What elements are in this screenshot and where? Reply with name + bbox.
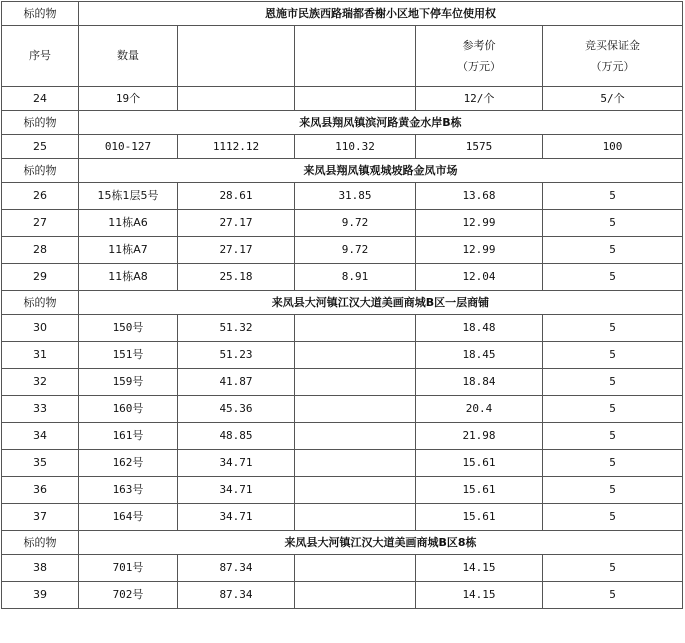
row-item: 701号 (79, 555, 178, 582)
section-row (2, 291, 683, 315)
row-ref-price: 12/个 (416, 87, 543, 111)
table-row (2, 396, 683, 423)
table-row (2, 477, 683, 504)
table-row (2, 450, 683, 477)
section-title: 来凤县大河镇江汉大道美画商城B区一层商铺 (79, 291, 683, 315)
row-seq: 39 (2, 582, 79, 609)
row-deposit: 5 (543, 342, 683, 369)
section-row (2, 2, 683, 26)
row-value-2: 110.32 (295, 135, 416, 159)
row-ref-price: 15.61 (416, 504, 543, 531)
header-ref-price-unit: （万元） (457, 59, 501, 73)
row-item: 151号 (79, 342, 178, 369)
row-item: 161号 (79, 423, 178, 450)
table-row (2, 264, 683, 291)
table-row (2, 342, 683, 369)
table-row (2, 210, 683, 237)
header-ref-price (416, 26, 543, 87)
row-value-2 (295, 450, 416, 477)
row-value-1: 28.61 (178, 183, 295, 210)
row-value-2: 31.85 (295, 183, 416, 210)
header-deposit-unit: （万元） (590, 59, 635, 73)
table-row (2, 315, 683, 342)
row-deposit: 5 (543, 210, 683, 237)
table-row (2, 504, 683, 531)
row-seq: 29 (2, 264, 79, 291)
row-deposit: 5/个 (543, 87, 683, 111)
table-row (2, 87, 683, 111)
table-row (2, 423, 683, 450)
row-item: 11栋A8 (79, 264, 178, 291)
row-deposit: 5 (543, 504, 683, 531)
row-deposit: 5 (543, 450, 683, 477)
row-item: 15栋1层5号 (79, 183, 178, 210)
row-value-1: 51.32 (178, 315, 295, 342)
row-value-1: 48.85 (178, 423, 295, 450)
row-ref-price: 18.45 (416, 342, 543, 369)
row-value-2 (295, 369, 416, 396)
row-item: 11栋A6 (79, 210, 178, 237)
row-value-1: 25.18 (178, 264, 295, 291)
row-ref-price: 1575 (416, 135, 543, 159)
row-ref-price: 15.61 (416, 477, 543, 504)
row-item: 163号 (79, 477, 178, 504)
row-deposit: 5 (543, 477, 683, 504)
row-seq: 32 (2, 369, 79, 396)
section-label: 标的物 (2, 291, 79, 315)
row-seq: 24 (2, 87, 79, 111)
row-item: 11栋A7 (79, 237, 178, 264)
section-row (2, 111, 683, 135)
row-value-2 (295, 582, 416, 609)
row-seq: 30 (2, 315, 79, 342)
table-row (2, 369, 683, 396)
row-seq: 36 (2, 477, 79, 504)
row-item: 160号 (79, 396, 178, 423)
table-row (2, 183, 683, 210)
row-value-2 (295, 504, 416, 531)
row-value-1: 1112.12 (178, 135, 295, 159)
header-seq: 序号 (2, 26, 79, 87)
row-value-1: 27.17 (178, 237, 295, 264)
row-value-1: 34.71 (178, 450, 295, 477)
row-seq: 28 (2, 237, 79, 264)
section-label: 标的物 (2, 531, 79, 555)
row-ref-price: 12.99 (416, 210, 543, 237)
row-ref-price: 21.98 (416, 423, 543, 450)
section-title: 来凤县大河镇江汉大道美画商城B区8栋 (79, 531, 683, 555)
header-deposit (543, 26, 683, 87)
row-value-1: 87.34 (178, 582, 295, 609)
row-value-2 (295, 477, 416, 504)
row-ref-price: 12.04 (416, 264, 543, 291)
row-seq: 25 (2, 135, 79, 159)
row-value-2: 9.72 (295, 210, 416, 237)
row-seq: 38 (2, 555, 79, 582)
row-item: 010-127 (79, 135, 178, 159)
row-value-1 (178, 87, 295, 111)
row-seq: 37 (2, 504, 79, 531)
row-value-2: 9.72 (295, 237, 416, 264)
row-seq: 31 (2, 342, 79, 369)
row-value-1: 34.71 (178, 477, 295, 504)
header-qty: 数量 (79, 26, 178, 87)
row-item: 164号 (79, 504, 178, 531)
row-deposit: 5 (543, 582, 683, 609)
row-value-1: 27.17 (178, 210, 295, 237)
row-value-2 (295, 87, 416, 111)
row-ref-price: 12.99 (416, 237, 543, 264)
table-row (2, 582, 683, 609)
row-seq: 27 (2, 210, 79, 237)
row-ref-price: 15.61 (416, 450, 543, 477)
row-item: 162号 (79, 450, 178, 477)
row-value-1: 51.23 (178, 342, 295, 369)
row-deposit: 5 (543, 369, 683, 396)
row-value-2 (295, 342, 416, 369)
row-deposit: 5 (543, 264, 683, 291)
row-ref-price: 14.15 (416, 582, 543, 609)
row-item: 159号 (79, 369, 178, 396)
row-value-1: 34.71 (178, 504, 295, 531)
row-seq: 34 (2, 423, 79, 450)
header-blank-1 (178, 26, 295, 87)
row-value-2 (295, 396, 416, 423)
row-value-2 (295, 555, 416, 582)
table-row (2, 135, 683, 159)
header-deposit (547, 40, 678, 73)
row-ref-price: 18.84 (416, 369, 543, 396)
header-blank-2 (295, 26, 416, 87)
header-ref-price (420, 40, 538, 73)
section-title: 恩施市民族西路瑞都香榭小区地下停车位使用权 (79, 2, 683, 26)
row-ref-price: 18.48 (416, 315, 543, 342)
row-value-2 (295, 423, 416, 450)
section-title: 来凤县翔凤镇滨河路黄金水岸B栋 (79, 111, 683, 135)
row-item: 702号 (79, 582, 178, 609)
row-deposit: 100 (543, 135, 683, 159)
section-label: 标的物 (2, 2, 79, 26)
property-auction-table (1, 1, 683, 609)
section-title: 来凤县翔凤镇观城坡路金凤市场 (79, 159, 683, 183)
row-ref-price: 14.15 (416, 555, 543, 582)
row-item: 150号 (79, 315, 178, 342)
row-seq: 35 (2, 450, 79, 477)
row-ref-price: 20.4 (416, 396, 543, 423)
row-seq: 33 (2, 396, 79, 423)
row-value-1: 41.87 (178, 369, 295, 396)
section-row (2, 159, 683, 183)
column-header-row (2, 26, 683, 87)
row-ref-price: 13.68 (416, 183, 543, 210)
section-label: 标的物 (2, 159, 79, 183)
row-deposit: 5 (543, 423, 683, 450)
row-deposit: 5 (543, 396, 683, 423)
row-value-1: 45.36 (178, 396, 295, 423)
row-value-2 (295, 315, 416, 342)
header-deposit-label: 竞买保证金 (585, 38, 640, 52)
table-row (2, 555, 683, 582)
row-value-1: 87.34 (178, 555, 295, 582)
row-deposit: 5 (543, 555, 683, 582)
row-value-2: 8.91 (295, 264, 416, 291)
row-deposit: 5 (543, 183, 683, 210)
header-ref-price-label: 参考价 (462, 38, 496, 52)
row-item: 19个 (79, 87, 178, 111)
section-row (2, 531, 683, 555)
row-deposit: 5 (543, 315, 683, 342)
row-deposit: 5 (543, 237, 683, 264)
section-label: 标的物 (2, 111, 79, 135)
row-seq: 26 (2, 183, 79, 210)
table-row (2, 237, 683, 264)
